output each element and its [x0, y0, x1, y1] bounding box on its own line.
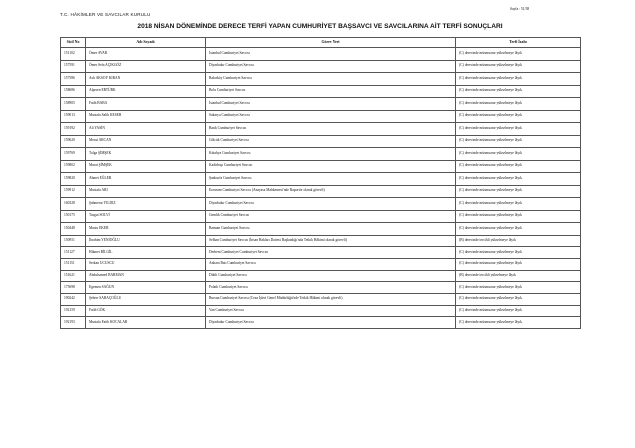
cell-ad-soyad: Serkan UCUSCU: [86, 258, 206, 270]
cell-sicil-no: 158686: [61, 85, 86, 98]
cell-ad-soyad: Aslı AKSOY KIRAN: [86, 73, 206, 86]
cell-terfi-izahi: (C) derecinde müsmuarız-yükselmeye lâyık: [456, 247, 581, 259]
cell-sicil-no: 150951: [61, 235, 86, 247]
column-header-sicil: Sicil No: [61, 38, 86, 48]
cell-sicil-no: 190242: [61, 293, 86, 305]
cell-gorev-yeri: Derbent Cumhuriyet Cumhuriyet Savcısı: [206, 247, 456, 259]
cell-gorev-yeri: Sakarya Cumhuriyet Savcısı: [206, 110, 456, 123]
results-table: [60, 37, 581, 329]
cell-ad-soyad: Ali YASİN: [86, 123, 206, 136]
table-row: [61, 258, 581, 270]
cell-gorev-yeri: Diyarbakır Cumhuriyet Savcısı: [206, 60, 456, 73]
cell-ad-soyad: Egemen SAĞUN: [86, 282, 206, 294]
cell-gorev-yeri: Polatlı Cumhuriyet Savcısı: [206, 282, 456, 294]
cell-sicil-no: 192193: [61, 317, 86, 329]
column-header-gorev: Görev Yeri: [206, 38, 456, 48]
cell-gorev-yeri: Gölcük Cumhuriyet Savcısı: [206, 135, 456, 148]
cell-ad-soyad: Mesut ARCAN: [86, 135, 206, 148]
cell-terfi-izahi: (C) derecinde müsmuarız-yükselmeye lâyık: [456, 160, 581, 173]
cell-gorev-yeri: Batman Cumhuriyet Savcısı: [206, 223, 456, 236]
cell-sicil-no: 192159: [61, 305, 86, 317]
table-row: [61, 185, 581, 198]
table-row: [61, 247, 581, 259]
cell-gorev-yeri: Van Cumhuriyet Savcısı: [206, 305, 456, 317]
cell-gorev-yeri: İstanbul Cumhuriyet Savcısı: [206, 48, 456, 61]
cell-ad-soyad: Murat ŞİMŞEK: [86, 160, 206, 173]
cell-ad-soyad: Şahmerar YILDIZ: [86, 198, 206, 211]
table-row: [61, 110, 581, 123]
page-number: Sayfa : 51/38: [510, 7, 530, 11]
cell-terfi-izahi: (C) derecinde müsmuarız-yükselmeye lâyık: [456, 173, 581, 186]
cell-terfi-izahi: (C) derecinde müsmuarız-yükselmeye lâyık: [456, 305, 581, 317]
cell-sicil-no: 159912: [61, 185, 86, 198]
table-row: [61, 73, 581, 86]
cell-ad-soyad: Hikmet BİLGİL: [86, 247, 206, 259]
cell-terfi-izahi: (C) derecinde müsmuarız-yükselmeye lâyık: [456, 293, 581, 305]
cell-sicil-no: 150448: [61, 223, 86, 236]
cell-sicil-no: 150175: [61, 210, 86, 223]
table-row: [61, 317, 581, 329]
cell-terfi-izahi: (C) derecinde müsmuarız-yükselmeye lâyık: [456, 85, 581, 98]
table-row: [61, 123, 581, 136]
table-row: [61, 198, 581, 211]
cell-terfi-izahi: (C) derecinde müsmuarız-yükselmeye lâyık: [456, 198, 581, 211]
table-row: [61, 305, 581, 317]
cell-ad-soyad: Tolga ŞİMŞEK: [86, 148, 206, 161]
cell-terfi-izahi: (C) derecinde müsmuarız-yükselmeye lâyık: [456, 282, 581, 294]
cell-sicil-no: 159013: [61, 110, 86, 123]
cell-sicil-no: 159802: [61, 160, 86, 173]
cell-gorev-yeri: İstanbul Cumhuriyet Savcısı: [206, 98, 456, 111]
cell-ad-soyad: Mustafa ARI: [86, 185, 206, 198]
cell-terfi-izahi: (C) derecinde müsmuarız-yükselmeye lâyık: [456, 258, 581, 270]
cell-terfi-izahi: (C) derecinde müsmuarız-yükselmeye lâyık: [456, 98, 581, 111]
cell-gorev-yeri: Kadirbaşı Cumhuriyet Savcısı: [206, 160, 456, 173]
cell-terfi-izahi: (C) derecinde müsmuarız-yükselmeye lâyık: [456, 48, 581, 61]
cell-sicil-no: 151151: [61, 258, 86, 270]
cell-sicil-no: 159769: [61, 148, 86, 161]
table-row: [61, 98, 581, 111]
cell-ad-soyad: Ahmet EĞLER: [86, 173, 206, 186]
cell-terfi-izahi: (C) derecinde müsmuarız-yükselmeye lâyık: [456, 210, 581, 223]
table-row: [61, 148, 581, 161]
cell-ad-soyad: Şeherr SARAÇOĞLU: [86, 293, 206, 305]
cell-terfi-izahi: (C) derecinde müsmuarız-yükselmeye lâyık: [456, 135, 581, 148]
table-row: [61, 235, 581, 247]
table-row: [61, 210, 581, 223]
cell-terfi-izahi: (B) derecinde tercihli yükselmeye lâyık: [456, 235, 581, 247]
cell-gorev-yeri: Gemlik Cumhuriyet Savcısı: [206, 210, 456, 223]
table-body: [61, 48, 581, 329]
cell-terfi-izahi: (C) derecinde müsmuarız-yükselmeye lâyık: [456, 223, 581, 236]
cell-terfi-izahi: (C) derecinde müsmuarız-yükselmeye lâyık: [456, 317, 581, 329]
cell-ad-soyad: Turgut SOLVİ: [86, 210, 206, 223]
cell-sicil-no: 159620: [61, 135, 86, 148]
cell-gorev-yeri: Şanlıurfa Cumhuriyet Savcısı: [206, 173, 456, 186]
cell-sicil-no: 159820: [61, 173, 86, 186]
cell-gorev-yeri: Dikili Cumhuriyet Savcısı: [206, 270, 456, 282]
cell-sicil-no: 151127: [61, 247, 86, 259]
cell-ad-soyad: Fatih BABA: [86, 98, 206, 111]
document-title: 2018 NİSAN DÖNEMİNDE DERECE TERFİ YAPAN CUMHURİYET BAŞSAVCI VE SAVCILARINA AİT TERFİ SONUÇLARI: [137, 23, 503, 30]
cell-sicil-no: 160328: [61, 198, 86, 211]
table-row: [61, 270, 581, 282]
cell-terfi-izahi: (C) derecinde müsmuarız-yükselmeye lâyık: [456, 73, 581, 86]
table-row: [61, 293, 581, 305]
cell-ad-soyad: Mustu EKER: [86, 223, 206, 236]
cell-ad-soyad: İbrahim YENİOĞLU: [86, 235, 206, 247]
table-row: [61, 160, 581, 173]
column-header-terfi: Terfi İzahı: [456, 38, 581, 48]
cell-sicil-no: 158905: [61, 98, 86, 111]
table-row: [61, 85, 581, 98]
cell-sicil-no: 159192: [61, 123, 86, 136]
cell-ad-soyad: Alperen ERTÜRK: [86, 85, 206, 98]
cell-sicil-no: 157591: [61, 60, 86, 73]
cell-gorev-yeri: Selhan Cumhuriyet Savcısı (İnsan Hakları Dairesi Başkanlığı'nda Tetkik Hâkimi olarak görevli): [206, 235, 456, 247]
cell-terfi-izahi: (B) derecinde tercihli yükselmeye lâyık: [456, 270, 581, 282]
cell-gorev-yeri: Diyarbakır Cumhuriyet Savcısı: [206, 198, 456, 211]
cell-terfi-izahi: (C) derecinde müsmuarız-yükselmeye lâyık: [456, 185, 581, 198]
cell-gorev-yeri: Kütahya Cumhuriyet Savcısı: [206, 148, 456, 161]
cell-ad-soyad: Abdulsamed BARMAN: [86, 270, 206, 282]
table-row: [61, 223, 581, 236]
table-row: [61, 60, 581, 73]
cell-sicil-no: 157586: [61, 73, 86, 86]
cell-ad-soyad: Fatih GÖK: [86, 305, 206, 317]
cell-terfi-izahi: (C) derecinde müsmuarız-yükselmeye lâyık: [456, 123, 581, 136]
cell-sicil-no: 151102: [61, 48, 86, 61]
organization-name: T.C. HÂKİMLER VE SAVCILAR KURULU: [60, 12, 151, 17]
cell-terfi-izahi: (C) derecinde müsmuarız-yükselmeye lâyık: [456, 60, 581, 73]
cell-ad-soyad: Mustafa Fatih KOCALAR: [86, 317, 206, 329]
table-header-row: [61, 38, 581, 48]
cell-ad-soyad: Ömer Sefa AÇIKGÖZ: [86, 60, 206, 73]
cell-gorev-yeri: Ankara Batı Cumhuriyet Savcısı: [206, 258, 456, 270]
cell-ad-soyad: Mustafa Salih KESER: [86, 110, 206, 123]
table-row: [61, 173, 581, 186]
cell-gorev-yeri: Bursun Cumhuriyet Savcısı (Ceza İşleri Genel Müdürlüğü'nde Tetkik Hâkimi olarak görevli): [206, 293, 456, 305]
table-row: [61, 282, 581, 294]
cell-gorev-yeri: Bakırköy Cumhuriyet Savcısı: [206, 73, 456, 86]
cell-gorev-yeri: Erzurum Cumhuriyet Savcısı (Anayasa Mahkemesi'nde Raportör olarak görevli): [206, 185, 456, 198]
cell-sicil-no: 151621: [61, 270, 86, 282]
column-header-ad: Adı Soyadı: [86, 38, 206, 48]
table-row: [61, 135, 581, 148]
cell-sicil-no: 175698: [61, 282, 86, 294]
cell-gorev-yeri: Bolu Cumhuriyet Savcısı: [206, 85, 456, 98]
cell-ad-soyad: Ömer AVAR: [86, 48, 206, 61]
cell-terfi-izahi: (C) derecinde müsmuarız-yükselmeye lâyık: [456, 110, 581, 123]
cell-gorev-yeri: Diyarbakır Cumhuriyet Savcısı: [206, 317, 456, 329]
cell-gorev-yeri: Batık Cumhuriyet Savcısı: [206, 123, 456, 136]
table-row: [61, 48, 581, 61]
cell-terfi-izahi: (C) derecinde müsmuarız-yükselmeye lâyık: [456, 148, 581, 161]
